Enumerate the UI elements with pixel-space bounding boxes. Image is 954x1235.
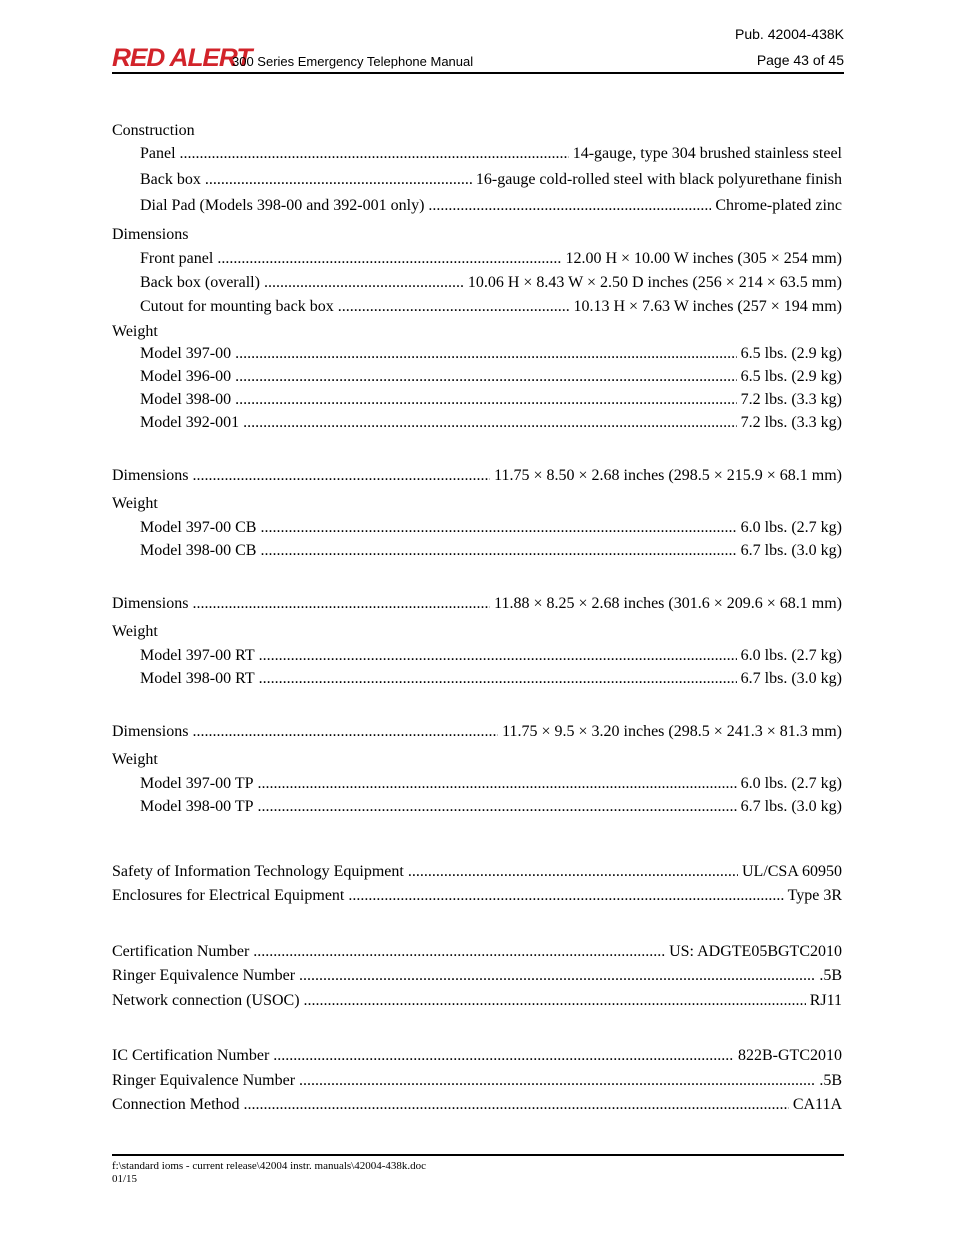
leader-dots <box>180 144 569 164</box>
spec-label: IC Certification Number <box>112 1047 270 1064</box>
spec-label: Connection Method <box>112 1096 240 1113</box>
spec-label: Model 398-00 RT <box>140 670 255 687</box>
spec-label: Safety of Information Technology Equipment <box>112 863 404 880</box>
spec-value: 6.5 lbs. (2.9 kg) <box>740 345 842 362</box>
spec-row <box>112 466 842 486</box>
spec-label: Network connection (USOC) <box>112 992 300 1009</box>
spec-value: US: ADGTE05BGTC2010 <box>669 943 842 960</box>
spec-label: Model 397-00 TP <box>140 775 254 792</box>
spec-label: Back box (overall) <box>140 274 260 291</box>
spec-value: 6.7 lbs. (3.0 kg) <box>740 798 842 815</box>
spec-row <box>140 413 842 433</box>
spec-row <box>140 297 842 317</box>
spec-label: Enclosures for Electrical Equipment <box>112 887 345 904</box>
leader-dots <box>257 774 736 794</box>
spec-value: CA11A <box>792 1096 842 1113</box>
spec-value: 7.2 lbs. (3.3 kg) <box>740 414 842 431</box>
leader-dots <box>299 966 815 986</box>
spec-value: .5B <box>819 967 842 984</box>
spec-value: 6.0 lbs. (2.7 kg) <box>740 775 842 792</box>
page-number: Page 43 of 45 <box>756 52 844 68</box>
dimensions-heading: Dimensions <box>112 226 189 243</box>
spec-row <box>112 886 842 906</box>
spec-value: 10.13 H × 7.63 W inches (257 × 194 mm) <box>573 298 842 315</box>
leader-dots <box>235 344 737 364</box>
spec-row <box>140 344 842 364</box>
spec-row <box>140 646 842 666</box>
leader-dots <box>338 297 570 317</box>
spec-row <box>140 518 842 538</box>
spec-value: .5B <box>819 1072 842 1089</box>
spec-row <box>112 862 842 882</box>
red-alert-logo: RED ALERT <box>112 44 252 72</box>
leader-dots <box>217 249 561 269</box>
weight-heading: Weight <box>112 495 158 512</box>
construction-heading: Construction <box>112 122 195 139</box>
spec-value: UL/CSA 60950 <box>741 863 842 880</box>
spec-label: Back box <box>140 171 201 188</box>
page-footer <box>112 1160 426 1186</box>
spec-value: 6.0 lbs. (2.7 kg) <box>740 647 842 664</box>
leader-dots <box>259 669 737 689</box>
leader-dots <box>235 390 737 410</box>
weight-heading: Weight <box>112 623 158 640</box>
revision-date: 01/15 <box>112 1173 138 1185</box>
leader-dots <box>253 942 665 962</box>
spec-label: Ringer Equivalence Number <box>112 1072 296 1089</box>
spec-value: 11.75 × 9.5 × 3.20 inches (298.5 × 241.3 × 81.3 mm) <box>502 723 842 740</box>
spec-label: Front panel <box>140 250 214 267</box>
leader-dots <box>408 862 738 882</box>
leader-dots <box>273 1046 734 1066</box>
leader-dots <box>243 413 737 433</box>
footer-rule <box>112 1154 844 1156</box>
spec-value: 11.88 × 8.25 × 2.68 inches (301.6 × 209.6 × 68.1 mm) <box>494 595 842 612</box>
page-header <box>112 26 844 74</box>
spec-label: Cutout for mounting back box <box>140 298 334 315</box>
spec-row <box>140 196 842 216</box>
leader-dots <box>235 367 737 387</box>
spec-row <box>140 774 842 794</box>
spec-label: Model 397-00 <box>140 345 232 362</box>
leader-dots <box>259 646 737 666</box>
spec-value: 10.06 H × 8.43 W × 2.50 D inches (256 × 214 × 63.5 mm) <box>467 274 842 291</box>
spec-label: Model 397-00 RT <box>140 647 255 664</box>
leader-dots <box>428 196 711 216</box>
leader-dots <box>264 273 464 293</box>
spec-row <box>140 273 842 293</box>
spec-row <box>112 722 842 742</box>
leader-dots <box>192 722 498 742</box>
spec-label: Model 396-00 <box>140 368 232 385</box>
spec-label: Certification Number <box>112 943 250 960</box>
spec-row <box>112 1046 842 1066</box>
spec-label: Model 398-00 TP <box>140 798 254 815</box>
spec-value: 6.0 lbs. (2.7 kg) <box>740 519 842 536</box>
spec-row <box>140 144 842 164</box>
leader-dots <box>205 170 472 190</box>
header-rule <box>112 72 844 74</box>
leader-dots <box>192 466 490 486</box>
spec-value: 11.75 × 8.50 × 2.68 inches (298.5 × 215.9 × 68.1 mm) <box>494 467 842 484</box>
spec-label: Model 392-001 <box>140 414 240 431</box>
spec-value: 6.7 lbs. (3.0 kg) <box>740 542 842 559</box>
spec-label: Ringer Equivalence Number <box>112 967 296 984</box>
spec-value: 6.5 lbs. (2.9 kg) <box>740 368 842 385</box>
spec-row <box>112 966 842 986</box>
spec-row <box>112 1071 842 1091</box>
spec-label: Model 398-00 <box>140 391 232 408</box>
spec-label: Dimensions <box>112 723 189 740</box>
spec-row <box>140 249 842 269</box>
spec-label: Dimensions <box>112 467 189 484</box>
spec-value: 6.7 lbs. (3.0 kg) <box>740 670 842 687</box>
spec-value: 16-gauge cold-rolled steel with black polyurethane finish <box>475 171 842 188</box>
leader-dots <box>257 797 736 817</box>
leader-dots <box>192 594 490 614</box>
spec-row <box>140 170 842 190</box>
spec-value: Type 3R <box>787 887 842 904</box>
leader-dots <box>304 991 806 1011</box>
spec-label: Model 398-00 CB <box>140 542 257 559</box>
spec-row <box>140 797 842 817</box>
manual-title: 300 Series Emergency Telephone Manual <box>232 54 474 69</box>
spec-value: Chrome-plated zinc <box>715 197 842 214</box>
leader-dots <box>260 541 736 561</box>
spec-row <box>112 942 842 962</box>
spec-label: Panel <box>140 145 176 162</box>
weight-heading: Weight <box>112 751 158 768</box>
leader-dots <box>348 886 783 906</box>
spec-row <box>140 367 842 387</box>
spec-label: Dial Pad (Models 398-00 and 392-001 only) <box>140 197 425 214</box>
spec-row <box>140 390 842 410</box>
leader-dots <box>244 1095 789 1115</box>
spec-row <box>112 594 842 614</box>
spec-label: Model 397-00 CB <box>140 519 257 536</box>
weight-heading: Weight <box>112 323 158 340</box>
publication-number: Pub. 42004-438K <box>735 26 844 42</box>
spec-value: 14-gauge, type 304 brushed stainless steel <box>572 145 842 162</box>
spec-row <box>140 541 842 561</box>
leader-dots <box>299 1071 815 1091</box>
spec-row <box>140 669 842 689</box>
spec-label: Dimensions <box>112 595 189 612</box>
leader-dots <box>260 518 736 538</box>
spec-value: 12.00 H × 10.00 W inches (305 × 254 mm) <box>565 250 842 267</box>
spec-row <box>112 991 842 1011</box>
spec-row <box>112 1095 842 1115</box>
spec-value: 822B-GTC2010 <box>738 1047 842 1064</box>
spec-value: RJ11 <box>809 992 842 1009</box>
spec-value: 7.2 lbs. (3.3 kg) <box>740 391 842 408</box>
file-path: f:\standard ioms - current release\42004 instr. manuals\42004-438k.doc <box>112 1160 427 1172</box>
